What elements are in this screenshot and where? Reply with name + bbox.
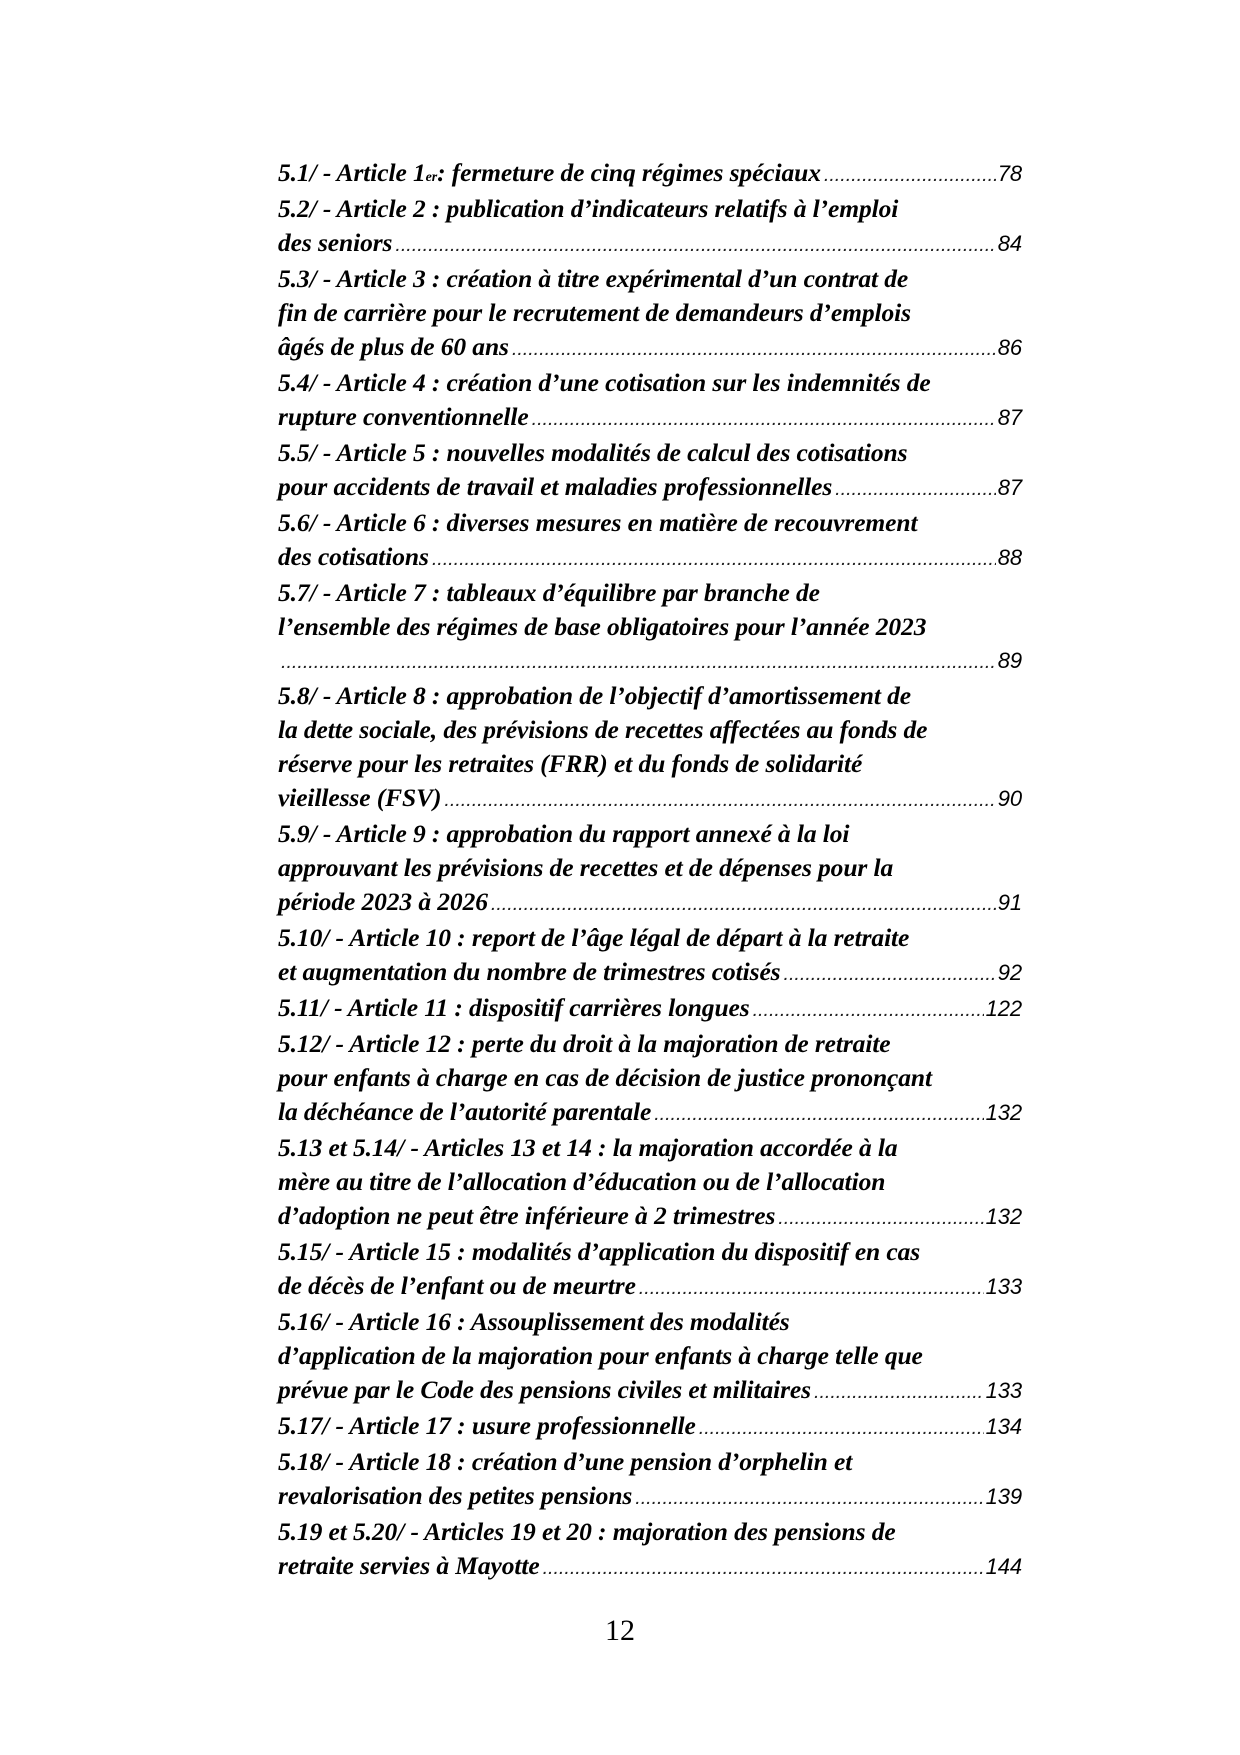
toc-page-number: 132	[985, 1100, 1022, 1125]
toc-entry-title: 5.1/ - Article 1	[278, 158, 426, 187]
toc-entry-title-end: pour accidents de travail et maladies professionnelles	[278, 472, 833, 501]
toc-entry-last-line: 5.1/ - Article 1 er : fermeture de cinq régimes spéciaux ..... 78	[278, 156, 1022, 192]
toc-page-number: 87	[997, 405, 1022, 430]
dot-leader	[639, 1271, 984, 1305]
toc-entry-line: 5.8/ - Article 8 : approbation de l’objectif d’amortissement de	[278, 681, 912, 710]
toc-entry-line: 5.7/ - Article 7 : tableaux d’équilibre par branche de	[278, 578, 820, 607]
toc-entry-line: approuvant les prévisions de recettes et de dépenses pour la	[278, 853, 894, 882]
toc-entry-last-line	[278, 226, 1022, 262]
toc-entry-line: 5.6/ - Article 6 : diverses mesures en matière de recouvrement	[278, 508, 918, 537]
toc-entry-last-line	[278, 991, 1022, 1027]
toc-entry-title-end: 5.11/ - Article 11 : dispositif carrières longues	[278, 993, 750, 1022]
table-of-contents	[278, 156, 1022, 1585]
toc-entry-line: fin de carrière pour le recrutement de demandeurs d’emplois	[278, 298, 911, 327]
dot-leader	[784, 957, 996, 991]
toc-entry-5-8[interactable]	[278, 679, 1022, 817]
toc-entry-title-continued: : fermeture de cinq régimes spéciaux	[437, 158, 821, 187]
toc-entry-last-line	[278, 1549, 1022, 1585]
toc-entry-title-end: retraite servies à Mayotte	[278, 1551, 540, 1580]
toc-entry-line: 5.15/ - Article 15 : modalités d’application du dispositif en cas	[278, 1237, 921, 1266]
toc-entry-5-11[interactable]	[278, 991, 1022, 1027]
toc-entry-last-line	[278, 955, 1022, 991]
toc-entry-last-line	[278, 400, 1022, 436]
toc-page-number: 134	[985, 1414, 1022, 1439]
dot-leader	[635, 1481, 983, 1515]
toc-entry-title-end: rupture conventionnelle	[278, 402, 529, 431]
toc-entry-5-16[interactable]	[278, 1305, 1022, 1409]
toc-entry-title-end: revalorisation des petites pensions	[278, 1481, 633, 1510]
toc-entry-5-10[interactable]	[278, 921, 1022, 991]
toc-entry-5-7[interactable]	[278, 576, 1022, 679]
toc-entry-title-end: des cotisations	[278, 542, 429, 571]
toc-entry-last-line	[278, 470, 1022, 506]
toc-entry-last-line	[278, 330, 1022, 366]
toc-page-number: 88	[997, 545, 1022, 570]
dot-leader	[532, 402, 996, 436]
toc-page-number: 122	[985, 996, 1022, 1021]
toc-page-number: 90	[997, 786, 1022, 811]
toc-entry-5-18[interactable]	[278, 1445, 1022, 1515]
toc-entry-last-line	[278, 644, 1022, 679]
toc-entry-line: 5.9/ - Article 9 : approbation du rapport annexé à la loi	[278, 819, 850, 848]
dot-leader	[835, 472, 996, 506]
toc-entry-last-line	[278, 1479, 1022, 1515]
toc-entry-5-15[interactable]	[278, 1235, 1022, 1305]
toc-page-number: 144	[985, 1554, 1022, 1579]
toc-page-number: 92	[997, 960, 1022, 985]
dot-leader	[444, 783, 995, 817]
toc-entry-5-3[interactable]	[278, 262, 1022, 366]
toc-entry-title-end: âgés de plus de 60 ans	[278, 332, 509, 361]
toc-entry-last-line	[278, 1269, 1022, 1305]
toc-entry-line: 5.12/ - Article 12 : perte du droit à la majoration de retraite	[278, 1029, 891, 1058]
toc-entry-title-end: vieillesse (FSV)	[278, 783, 442, 812]
dot-leader	[432, 542, 996, 576]
toc-entry-line: 5.18/ - Article 18 : création d’une pension d’orphelin et	[278, 1447, 853, 1476]
toc-entry-line: 5.5/ - Article 5 : nouvelles modalités de calcul des cotisations	[278, 438, 908, 467]
toc-entry-5-19-5-20[interactable]	[278, 1515, 1022, 1585]
toc-entry-line: mère au titre de l’allocation d’éducation ou de l’allocation	[278, 1167, 886, 1196]
toc-page-number: 91	[997, 890, 1022, 915]
toc-page-number: 132	[985, 1204, 1022, 1229]
toc-entry-line: réserve pour les retraites (FRR) et du fonds de solidarité	[278, 749, 863, 778]
toc-entry-title-end: période 2023 à 2026	[278, 887, 488, 916]
toc-entry-last-line	[278, 781, 1022, 817]
dot-leader	[814, 1375, 984, 1409]
toc-entry-last-line	[278, 1095, 1022, 1131]
toc-entry-line: pour enfants à charge en cas de décision de justice prononçant	[278, 1063, 932, 1092]
toc-entry-title-end: d’adoption ne peut être inférieure à 2 trimestres	[278, 1201, 776, 1230]
toc-entry-last-line	[278, 1373, 1022, 1409]
toc-entry-5-17[interactable]	[278, 1409, 1022, 1445]
toc-entry-line: la dette sociale, des prévisions de recettes affectées au fonds de	[278, 715, 928, 744]
toc-entry-line: 5.16/ - Article 16 : Assouplissement des modalités	[278, 1307, 790, 1336]
toc-entry-last-line	[278, 540, 1022, 576]
dot-leader	[824, 158, 996, 192]
toc-entry-line: 5.19 et 5.20/ - Articles 19 et 20 : majoration des pensions de	[278, 1517, 896, 1546]
dot-leader	[778, 1201, 983, 1235]
dot-leader	[753, 993, 984, 1027]
toc-entry-title-end: la déchéance de l’autorité parentale	[278, 1097, 652, 1126]
dot-leader	[543, 1551, 984, 1585]
dot-leader	[395, 228, 995, 262]
dot-leader	[654, 1097, 983, 1131]
toc-entry-5-5[interactable]	[278, 436, 1022, 506]
toc-entry-line: d’application de la majoration pour enfants à charge telle que	[278, 1341, 923, 1370]
toc-entry-5-1[interactable]	[278, 156, 1022, 192]
toc-entry-5-6[interactable]	[278, 506, 1022, 576]
dot-leader	[491, 887, 996, 921]
toc-entry-last-line	[278, 1199, 1022, 1235]
toc-entry-5-13-5-14[interactable]	[278, 1131, 1022, 1235]
toc-entry-5-2[interactable]	[278, 192, 1022, 262]
toc-entry-title-end: prévue par le Code des pensions civiles et militaires	[278, 1375, 811, 1404]
toc-entry-5-12[interactable]	[278, 1027, 1022, 1131]
toc-page-number: 89	[997, 648, 1022, 673]
toc-page-number: 86	[997, 335, 1022, 360]
toc-entry-5-9[interactable]	[278, 817, 1022, 921]
toc-entry-line: 5.2/ - Article 2 : publication d’indicateurs relatifs à l’emploi	[278, 194, 899, 223]
toc-entry-5-4[interactable]	[278, 366, 1022, 436]
toc-entry-line: l’ensemble des régimes de base obligatoires pour l’année 2023	[278, 612, 927, 641]
toc-entry-title-end: et augmentation du nombre de trimestres cotisés	[278, 957, 781, 986]
dot-leader	[281, 645, 996, 679]
toc-page-number: 78	[997, 161, 1022, 186]
toc-page-number: 133	[985, 1274, 1022, 1299]
toc-entry-line: 5.3/ - Article 3 : création à titre expérimental d’un contrat de	[278, 264, 909, 293]
toc-entry-line: 5.13 et 5.14/ - Articles 13 et 14 : la majoration accordée à la	[278, 1133, 898, 1162]
page-number: 12	[605, 1614, 635, 1647]
dot-leader	[699, 1411, 984, 1445]
toc-entry-line: 5.10/ - Article 10 : report de l’âge légal de départ à la retraite	[278, 923, 910, 952]
toc-entry-line: 5.4/ - Article 4 : création d’une cotisation sur les indemnités de	[278, 368, 931, 397]
toc-page-number: 133	[985, 1378, 1022, 1403]
toc-entry-last-line	[278, 885, 1022, 921]
toc-page-number: 87	[997, 475, 1022, 500]
toc-entry-title-end: de décès de l’enfant ou de meurtre	[278, 1271, 636, 1300]
toc-page-number: 84	[997, 231, 1022, 256]
toc-page-number: 139	[985, 1484, 1022, 1509]
toc-entry-title-end: des seniors	[278, 228, 393, 257]
toc-entry-title-end: 5.17/ - Article 17 : usure professionnelle	[278, 1411, 696, 1440]
toc-entry-last-line	[278, 1409, 1022, 1445]
dot-leader	[512, 332, 996, 366]
